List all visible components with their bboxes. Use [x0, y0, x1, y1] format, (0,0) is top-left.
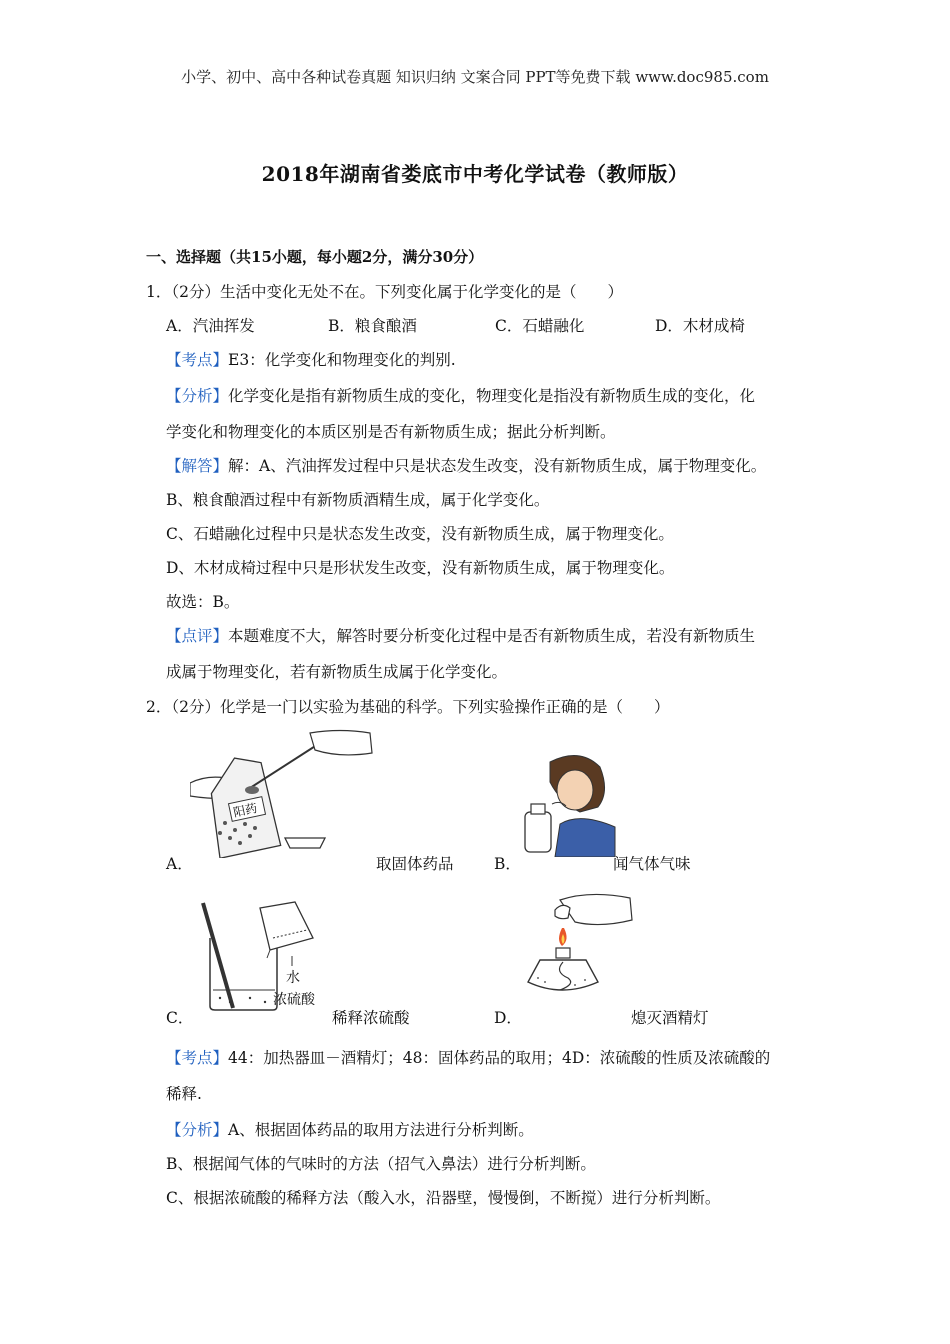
section-heading: 一、选择题（共15小题，每小题2分，满分30分） [146, 248, 484, 266]
q1-kaodian [166, 348, 456, 370]
q1-dianping-tag: 【点评】 [166, 627, 229, 645]
q1-option-d: D．木材成椅 [655, 317, 745, 335]
q1-fenxi-text-2: 学变化和物理变化的本质区别是否有新物质生成；据此分析判断。 [166, 423, 616, 441]
page-header: 小学、初中、高中各种试卷真题 知识归纳 文案合同 PPT等免费下载 www.doc985.com [181, 68, 769, 86]
figure-bottle-label: 阳药 [232, 801, 259, 820]
q2-option-c-letter: C． [166, 1009, 194, 1027]
q2-fenxi [166, 1118, 534, 1140]
q1-jieda-tag: 【解答】 [166, 457, 229, 475]
q1-kaodian-text: E3：化学变化和物理变化的判别. [228, 351, 456, 369]
q2-option-d-text: 熄灭酒精灯 [631, 1009, 709, 1027]
q2-option-a-letter: A． [166, 855, 193, 873]
q1-fenxi-tag: 【分析】 [166, 387, 229, 405]
q1-dianping [166, 624, 755, 646]
q2-kaodian [166, 1046, 770, 1068]
figure-label-acid: 浓硫酸 [273, 992, 315, 1008]
q2-fenxi-text-3: C、根据浓硫酸的稀释方法（酸入水，沿器壁，慢慢倒，不断搅）进行分析判断。 [166, 1189, 721, 1207]
q1-answer: 故选：B。 [166, 593, 240, 611]
q1-dianping-text-1: 本题难度不大，解答时要分析变化过程中是否有新物质生成，若没有新物质生 [228, 627, 756, 645]
q1-fenxi [166, 384, 755, 406]
q1-option-a: A．汽油挥发 [166, 317, 255, 335]
q1-jieda-text-3: C、石蜡融化过程中只是状态发生改变，没有新物质生成，属于物理变化。 [166, 525, 674, 543]
q2-kaodian-tag: 【考点】 [166, 1049, 229, 1067]
q1-option-c: C．石蜡融化 [495, 317, 585, 335]
figure-label-water: 水 [286, 970, 300, 986]
figure-take-solid [190, 728, 380, 858]
q1-fenxi-text-1: 化学变化是指有新物质生成的变化，物理变化是指没有新物质生成的变化，化 [228, 387, 756, 405]
q1-stem: 1．（2分）生活中变化无处不在。下列变化属于化学变化的是（ ） [146, 283, 623, 301]
q2-option-b-text: 闻气体气味 [613, 855, 691, 873]
q2-kaodian-text-1: 44：加热器皿－酒精灯；48：固体药品的取用；4D：浓硫酸的性质及浓硫酸的 [228, 1049, 771, 1067]
q1-option-b: B．粮食酿酒 [328, 317, 417, 335]
figure-smell-gas [520, 752, 620, 857]
q2-option-b-letter: B． [494, 855, 521, 873]
q2-option-a-text: 取固体药品 [376, 855, 454, 873]
q2-option-c-text: 稀释浓硫酸 [332, 1009, 410, 1027]
figure-dilute-acid [195, 898, 335, 1013]
q2-stem: 2．（2分）化学是一门以实验为基础的科学。下列实验操作正确的是（ ） [146, 698, 670, 716]
q1-jieda [166, 454, 766, 476]
q1-kaodian-tag: 【考点】 [166, 351, 229, 369]
q2-fenxi-text-2: B、根据闻气体的气味时的方法（招气入鼻法）进行分析判断。 [166, 1155, 596, 1173]
figure-extinguish-lamp [520, 890, 640, 1000]
q1-jieda-text-4: D、木材成椅过程中只是形状发生改变，没有新物质生成，属于物理变化。 [166, 559, 675, 577]
q2-kaodian-text-2: 稀释. [166, 1085, 202, 1103]
q2-option-d-letter: D． [494, 1009, 522, 1027]
q1-jieda-text-2: B、粮食酿酒过程中有新物质酒精生成，属于化学变化。 [166, 491, 550, 509]
q2-fenxi-tag: 【分析】 [166, 1121, 229, 1139]
q1-dianping-text-2: 成属于物理变化，若有新物质生成属于化学变化。 [166, 663, 508, 681]
exam-title: 2018年湖南省娄底市中考化学试卷（教师版） [261, 162, 689, 186]
q2-fenxi-text-1: A、根据固体药品的取用方法进行分析判断。 [228, 1121, 534, 1139]
q1-jieda-text-1: 解：A、汽油挥发过程中只是状态发生改变，没有新物质生成，属于物理变化。 [228, 457, 767, 475]
